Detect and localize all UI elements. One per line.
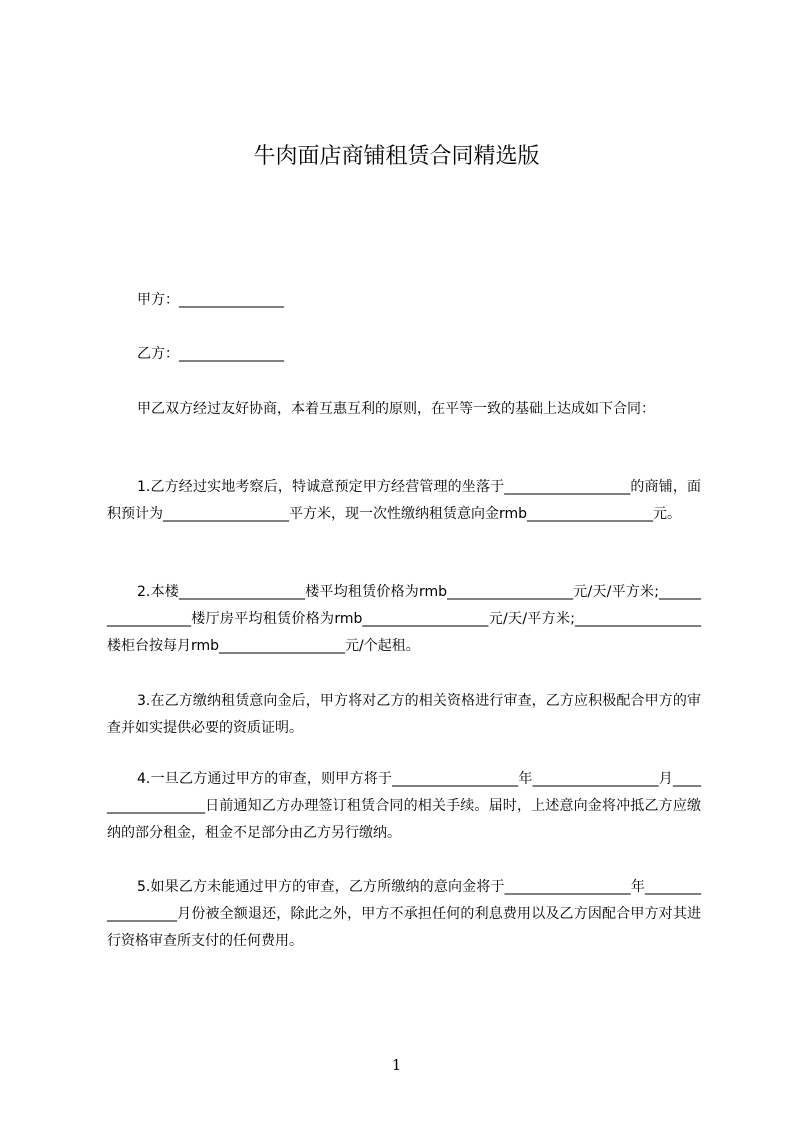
clause-2: 2.本楼__________________楼平均租赁价格为rmb__________________元/天/平方米;__________________楼厅房平均租赁价格为rmb__________________元/天/平方米;__________________楼柜台按每月rmb__________________元/个起租。 <box>107 584 701 654</box>
clause-1: 1.乙方经过实地考察后，特诚意预定甲方经营管理的坐落于__________________的商铺，面积预计为__________________平方米，现一次性缴纳租赁意向金rmb__________________元。 <box>107 479 701 522</box>
clause-3: 3.在乙方缴纳租赁意向金后，甲方将对乙方的相关资格进行审查，乙方应积极配合甲方的审查并如实提供必要的资质证明。 <box>107 693 701 736</box>
clause-5: 5.如果乙方未能通过甲方的审查，乙方所缴纳的意向金将于__________________年__________________月份被全额退还，除此之外，甲方不承担任何的利息费用以及乙方因配合甲方对其进行资格审查所支付的任何费用。 <box>107 879 701 949</box>
party-a-line: 甲方：_______________ <box>137 292 284 308</box>
intro-paragraph: 甲乙双方经过友好协商，本着互惠互利的原则，在平等一致的基础上达成如下合同： <box>137 401 655 417</box>
party-b-line: 乙方：_______________ <box>137 346 284 362</box>
page-number: 1 <box>391 1056 402 1074</box>
page-title: 牛肉面店商铺租赁合同精选版 <box>253 144 540 169</box>
clause-4: 4.一旦乙方通过甲方的审查，则甲方将于__________________年__________________月__________________日前通知乙方办理签订租赁合同的相关手续。届时，上述意向金将冲抵乙方应缴纳的部分租金，租金不足部分由乙方另行缴纳。 <box>107 771 701 841</box>
